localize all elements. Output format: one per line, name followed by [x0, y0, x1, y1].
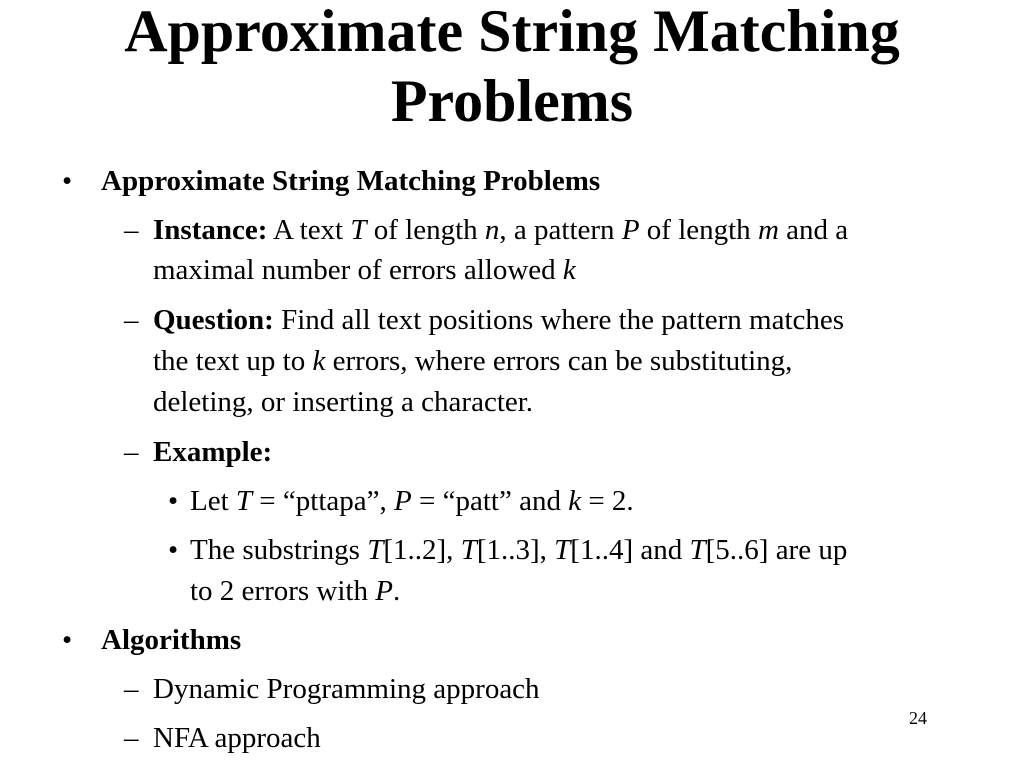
- var-T: T: [460, 534, 477, 566]
- example-subs-line-2: [190, 571, 400, 611]
- bullet-2-marker: •: [62, 624, 73, 656]
- text-run: [1..3],: [476, 534, 555, 566]
- text-run: [1..2],: [383, 534, 461, 566]
- question-line-1: [153, 300, 844, 340]
- algo-dash-2: –: [124, 722, 139, 754]
- example-let-line: [190, 481, 634, 521]
- bullet-2-heading: [101, 620, 241, 660]
- example-label: Example:: [153, 436, 273, 468]
- algo-item-1: Dynamic Programming approach: [153, 673, 540, 705]
- title-line-2: Problems: [390, 68, 634, 134]
- var-P: P: [621, 214, 640, 246]
- text-run: = “patt” and: [411, 485, 569, 517]
- var-m: m: [757, 214, 779, 246]
- instance-dash: –: [124, 214, 139, 246]
- example-subs-line-1: [190, 530, 847, 570]
- bullet-1-marker: •: [62, 165, 73, 197]
- var-T: T: [367, 534, 384, 566]
- var-k: k: [568, 485, 582, 517]
- var-P: P: [375, 575, 393, 607]
- text-run: and a: [778, 214, 849, 246]
- page-number: 24: [909, 708, 927, 728]
- question-line-3: [153, 382, 533, 422]
- heading-text: Algorithms: [101, 624, 242, 656]
- title-line-1: Approximate String Matching: [124, 0, 900, 64]
- var-T: T: [554, 534, 571, 566]
- text-run: of length: [366, 214, 485, 246]
- text-run: = “pttapa”,: [252, 485, 395, 517]
- example-line: [153, 432, 272, 472]
- heading-text: Approximate String Matching Problems: [101, 165, 601, 197]
- example-let-marker: •: [168, 485, 179, 517]
- var-T: T: [689, 534, 706, 566]
- text-run: Find all text positions where the pattern matches: [273, 304, 845, 336]
- instance-label: Instance:: [153, 214, 268, 246]
- algo-item-2: NFA approach: [153, 722, 321, 754]
- example-dash: –: [124, 436, 139, 468]
- text-run: A text: [267, 214, 351, 246]
- instance-line-1: [153, 210, 848, 250]
- slide-title: [40, 0, 984, 136]
- text-run: errors, where errors can be substituting,: [325, 345, 793, 377]
- text-run: = 2.: [581, 485, 634, 517]
- text-run: Let: [190, 485, 236, 517]
- var-T: T: [350, 214, 367, 246]
- text-run: deleting, or inserting a character.: [153, 386, 534, 418]
- instance-line-2: [153, 250, 576, 290]
- bullet-1-heading: [101, 161, 600, 201]
- algo-dash-1: –: [124, 673, 139, 705]
- var-k: k: [562, 254, 576, 286]
- var-n: n: [484, 214, 500, 246]
- text-run: of length: [639, 214, 758, 246]
- var-T: T: [235, 485, 253, 517]
- question-line-2: [153, 341, 792, 381]
- text-run: , a pattern: [499, 214, 622, 246]
- question-label: Question:: [153, 304, 274, 336]
- var-k: k: [312, 345, 326, 377]
- text-run: maximal number of errors allowed: [153, 254, 563, 286]
- var-P: P: [394, 485, 412, 517]
- question-dash: –: [124, 304, 139, 336]
- text-run: to 2 errors with: [190, 575, 376, 607]
- example-subs-marker: •: [168, 534, 179, 566]
- text-run: the text up to: [153, 345, 313, 377]
- text-run: [1..4] and: [570, 534, 690, 566]
- text-run: [5..6] are up: [705, 534, 848, 566]
- text-run: .: [392, 575, 401, 607]
- text-run: The substrings: [190, 534, 368, 566]
